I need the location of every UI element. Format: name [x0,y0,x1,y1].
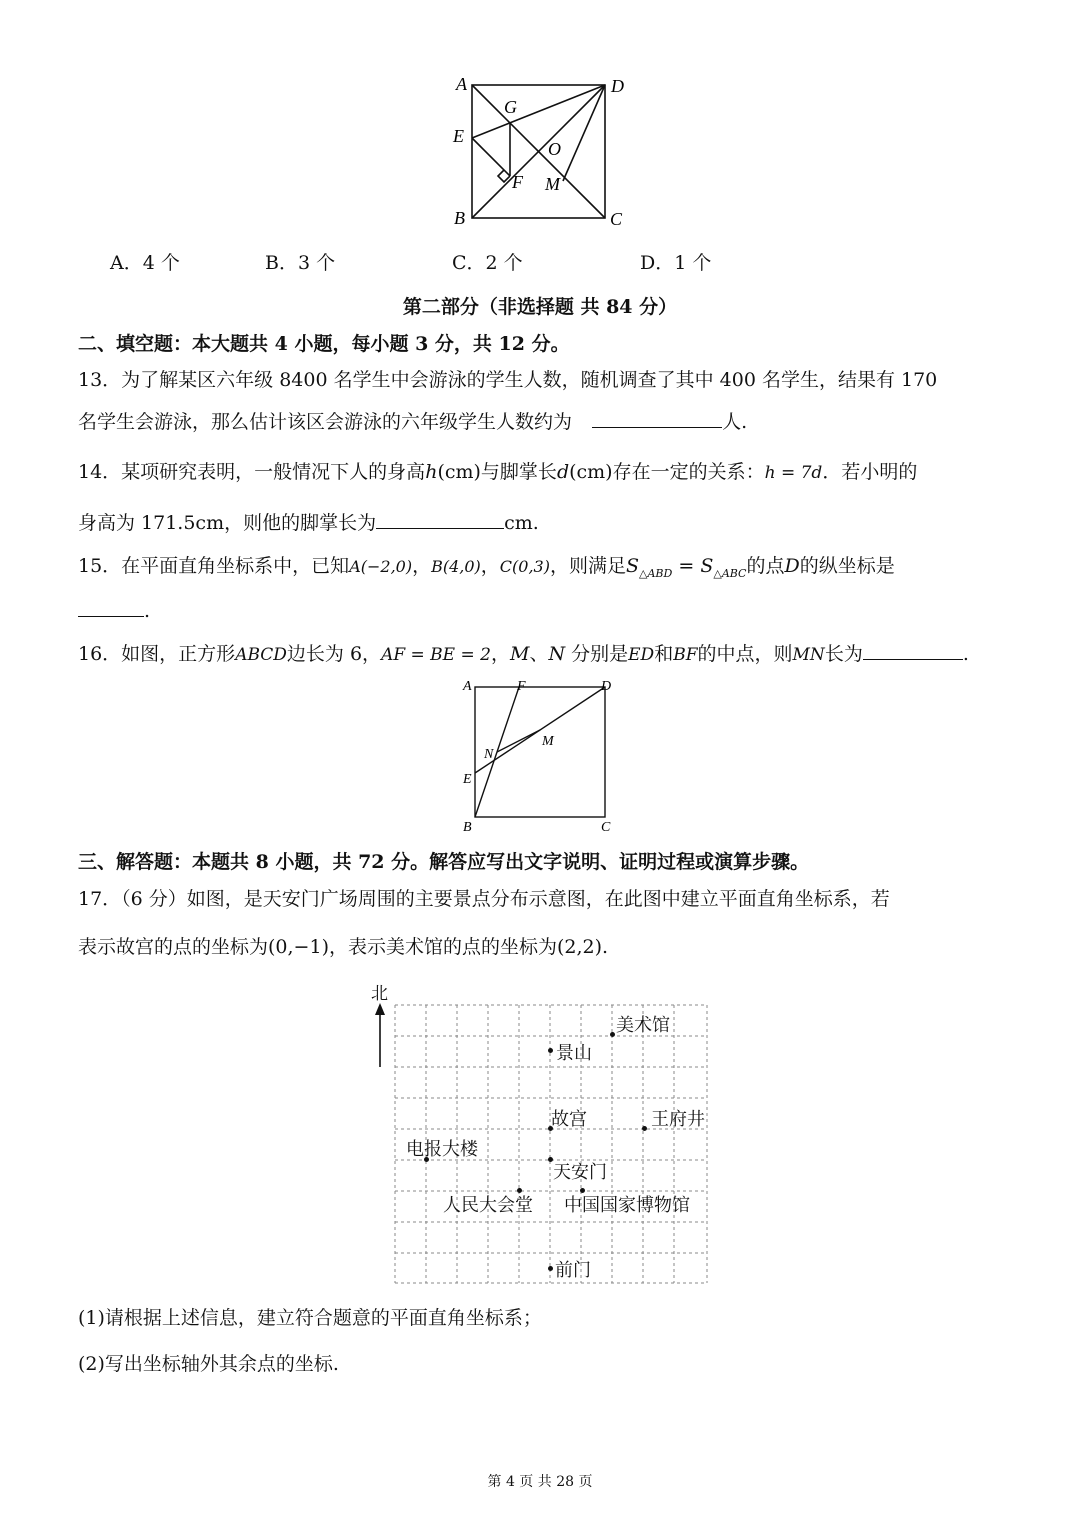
q17-text-2: ，表示美术馆的点的坐标为 [328,936,557,958]
area-sub-abc: △ABC [713,566,747,580]
q13-unit: 人. [722,411,748,433]
q14-text-4: ．若小明的 [822,461,918,483]
q15-text-4: 的纵坐标是 [799,555,895,577]
label-e-16: E [463,772,472,787]
q16-text-3: ， [490,643,510,665]
right-angle-mark [498,170,510,182]
var-h: h [425,461,438,483]
q15-answer-blank[interactable] [78,598,144,617]
marker-art [610,1032,615,1037]
q16-text-8: 长为 [824,643,863,665]
coord-art: (2,2) [557,936,603,958]
point-c: C(0,3) [499,557,550,576]
label-a: A [456,74,467,94]
q16-text-2: 边长为 6， [286,643,382,665]
q16-answer-blank[interactable] [863,641,963,660]
label-m-16: M [542,734,554,749]
q17-line2 [78,932,608,959]
q14-line2 [78,508,539,535]
label-d-16: D [601,679,612,694]
tiananmen-map [360,975,720,1285]
label-d: D [611,76,624,96]
part-title: 第二部分（非选择题 共 84 分） [402,296,678,318]
label-e: E [453,126,464,146]
q15-text-1: 15．在平面直角坐标系中，已知 [78,555,350,577]
label-f: F [512,172,523,192]
marker-jingshan [548,1048,553,1053]
label-b: B [454,208,465,228]
label-o: O [548,139,561,159]
area-s-2: S [700,555,714,577]
place-telegraph: 电报大楼 [406,1139,478,1160]
coord-gugong: (0,−1) [268,936,329,958]
option-c: C．2 个 [452,252,523,274]
q16-text-5: 分别是 [565,643,629,665]
var-n: N [548,643,566,665]
north-label: 北 [371,984,388,1004]
place-greathall: 人民大会堂 [443,1195,533,1216]
label-n-16: N [484,747,494,762]
area-sub-abd: △ABD [639,566,673,580]
q16-text-1: 16．如图，正方形 [78,643,236,665]
q16-text-7: 的中点，则 [697,643,793,665]
segment-mn-name: MN [792,645,825,665]
q16-equation: AF = BE = 2 [381,645,491,665]
figure-square-abcd-q16 [455,673,630,838]
square-outline-16 [475,687,605,817]
label-b-16: B [463,820,472,835]
marker-qianmen [548,1266,553,1271]
point-a: A(−2,0) [349,557,413,576]
q17-text-1: 表示故宫的点的坐标为 [78,936,269,958]
option-b: B．3 个 [265,252,336,274]
segment-ed-name: ED [628,645,655,665]
q14-text-3: 存在一定的关系： [612,461,765,483]
q14-unit: cm. [504,512,539,534]
place-qianmen: 前门 [555,1260,591,1281]
place-wangfujing: 王府井 [651,1109,705,1130]
q15-line2 [78,598,150,622]
label-g: G [504,97,517,117]
unit-cm-1: (cm) [437,461,481,483]
section-heading-solve: 三、解答题：本题共 8 小题，共 72 分。解答应写出文字说明、证明过程或演算步骤。 [78,851,810,873]
q14-line1 [78,457,917,484]
q17-period: . [602,936,609,958]
q15-line1: 15．在平面直角坐标系中，已知A(−2,0)，B(4,0)，C(0,3)，则满足$S_{\triangle ABD} = S_{\triangle ABC}$的点D的纵坐标是 [78,555,895,580]
q13-line2 [78,407,747,434]
q13-text: 名学生会游泳，那么估计该区会游泳的六年级学生人数约为 [78,411,573,433]
place-art: 美术馆 [616,1015,670,1036]
label-c: C [610,209,623,229]
q13-answer-blank[interactable] [592,409,722,428]
q16-line [78,639,969,666]
q17-sub2: (2)写出坐标轴外其余点的坐标. [78,1353,339,1375]
q16-period: . [962,643,969,665]
point-d: D [784,555,800,577]
area-s-1: S [625,555,640,577]
q17-sub1: (1)请根据上述信息，建立符合题意的平面直角坐标系； [78,1307,542,1329]
q14-formula: h = 7d [764,463,823,483]
label-c-16: C [601,820,611,835]
marker-wangfujing [642,1126,647,1131]
place-museum: 中国国家博物馆 [564,1195,690,1216]
var-m: M [509,643,530,665]
place-gugong: 故宫 [551,1109,587,1130]
q13-line1: 13．为了解某区六年级 8400 名学生中会游泳的学生人数，随机调查了其中 400 名学生，结果有 170 [78,369,938,391]
var-d: d [556,461,570,483]
option-d: D．1 个 [640,252,712,274]
q14-answer-blank[interactable] [376,510,504,529]
q14-text-1: 14．某项研究表明，一般情况下人的身高 [78,461,426,483]
q14-text-2: 与脚掌长 [480,461,557,483]
place-tiananmen: 天安门 [553,1162,607,1183]
label-f-16: F [517,679,526,694]
segment-bf-name: BF [673,645,698,665]
unit-cm-2: (cm) [569,461,613,483]
square-name: ABCD [235,645,287,665]
q15-period: . [144,600,151,622]
q17-line1: 17．（6 分）如图，是天安门广场周围的主要景点分布示意图，在此图中建立平面直角坐标系，若 [78,888,890,910]
q16-text-6: 和 [654,643,674,665]
option-a: A．4 个 [110,252,180,274]
place-jingshan: 景山 [556,1043,592,1064]
q16-text-4: 、 [529,643,549,665]
equals-sign: = [672,555,701,577]
point-b: B(4,0) [431,557,481,576]
figure-square-abcd-q12 [440,70,650,230]
page-footer: 第 4 页 共 28 页 [487,1474,593,1490]
north-arrow-icon [375,1003,385,1067]
label-a-16: A [463,679,472,694]
section-heading-fill-in: 二、填空题：本大题共 4 小题，每小题 3 分，共 12 分。 [78,333,570,355]
q15-text-2: ，则满足 [549,555,626,577]
q15-text-3: 的点 [746,555,785,577]
q14-text-5: 身高为 171.5cm，则他的脚掌长为 [78,512,377,534]
label-m: M [545,174,560,194]
